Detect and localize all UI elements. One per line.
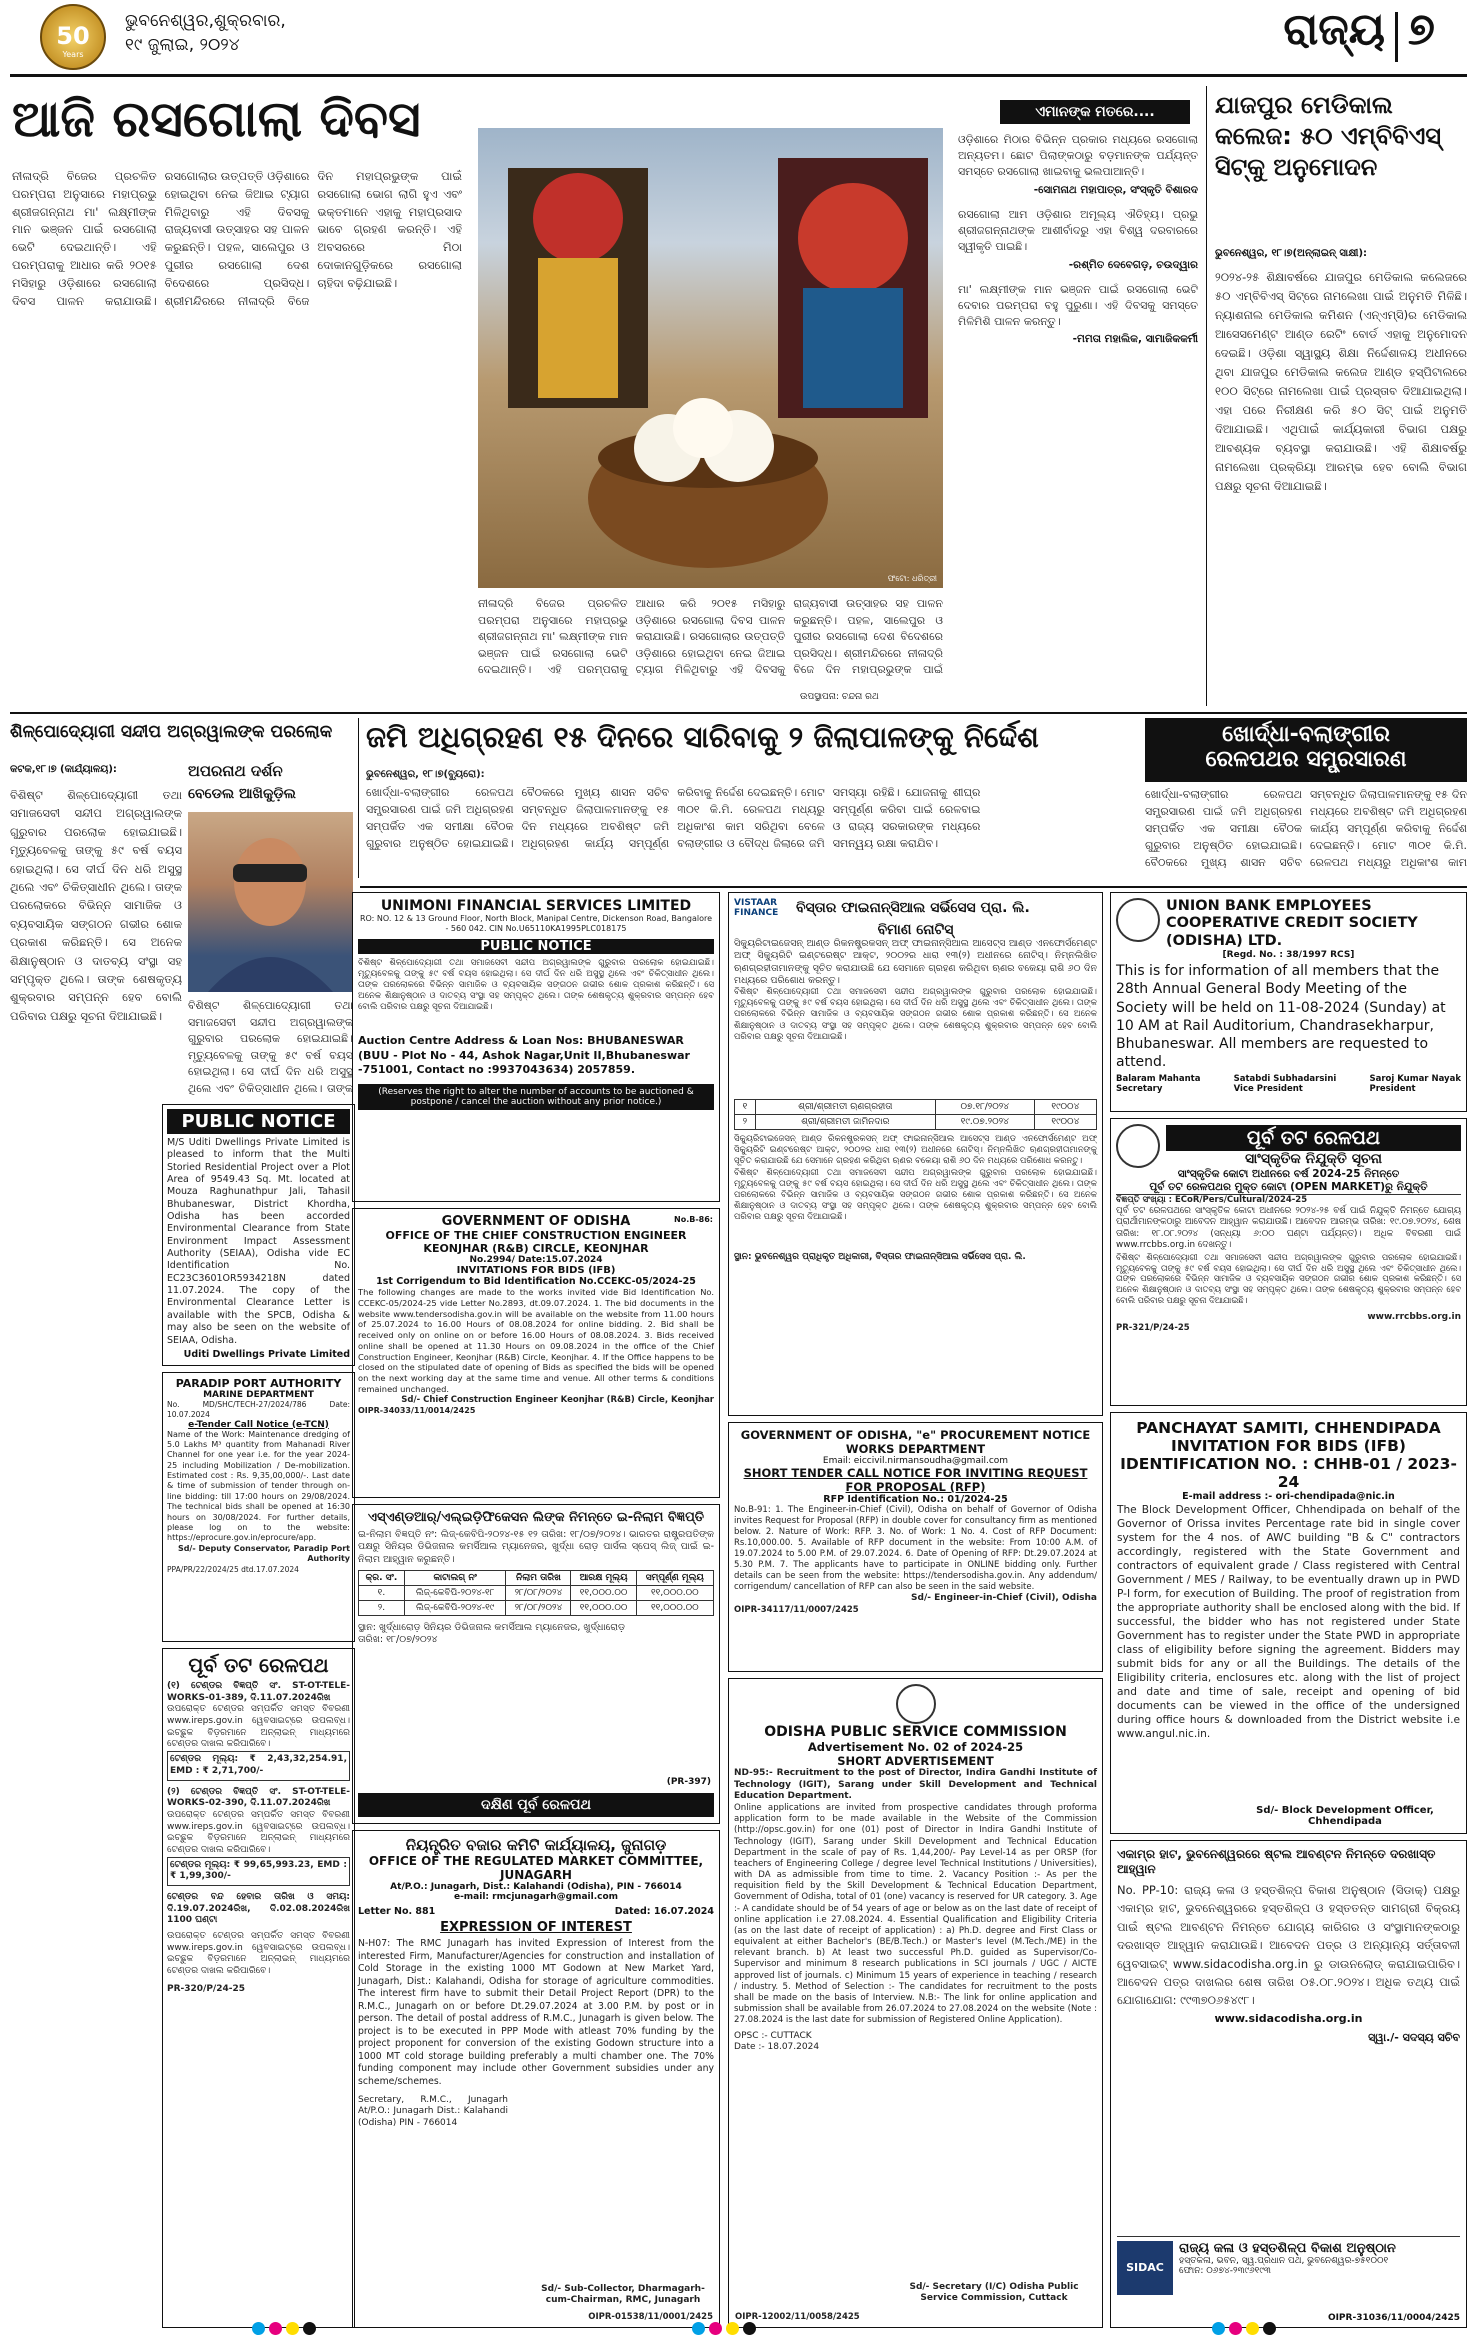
ecor-tender-body: ଉପରୋକ୍ତ ଟେଣ୍ଡର ସମ୍ପର୍କିତ ସମସ୍ତ ବିବରଣୀ www.ireps.gov.in ୱେବସାଇଟ୍‌ରେ ଉପଲବ୍ଧ। ଇଚ୍ଛୁକ ବିଡ଼ରମାନେ ଅନ୍‌ଲାଇନ୍ ମାଧ୍ୟମରେ ଟେଣ୍ଡର ଦାଖଲ କରିପାରିବେ। <box>167 1931 350 1977</box>
railway-eauction-ad <box>352 1504 720 1824</box>
panchayat-title2: INVITATION FOR BIDS (IFB) <box>1171 1437 1406 1455</box>
sidac-ad <box>1110 1840 1467 2328</box>
ecor-recruit-title: ପୂର୍ବ ତଟ ରେଳପଥ <box>1166 1125 1461 1151</box>
vistaar-body-4: ବିଶିଷ୍ଟ ଶିଳ୍ପୋଦ୍ୟୋଗୀ ତଥା ସମାଜସେବୀ ସନ୍ଦୀପ ଅଗ୍ରୱାଲଙ୍କ ଗୁରୁବାର ପରଲୋକ ହୋଇଯାଇଛି। ମୃତ୍ୟୁବେଳକୁ ତାଙ୍କୁ ୫୯ ବର୍ଷ ବୟସ ହୋଇଥିଲା। ସେ ଦୀର୍ଘ ଦିନ ଧରି ଅସୁସ୍ଥ ଥିଲେ ଏବଂ ଚିକିତ୍ସାଧୀନ ଥିଲେ। ତାଙ୍କ ପରଲୋକରେ ବିଭିନ୍ନ ସାମାଜିକ ଓ ବ୍ୟବସାୟିକ ସଙ୍ଗଠନ ଗଭୀର ଶୋକ ପ୍ରକାଶ କରିଛନ୍ତି। ସେ ଅନେକ ଶିକ୍ଷାନୁଷ୍ଠାନ ଓ ଦାତବ୍ୟ ସଂସ୍ଥା ସହ ସମ୍ପୃକ୍ତ ଥିଲେ। ତାଙ୍କ ଶେଷକୃତ୍ୟ ଶୁକ୍ରବାର ସମ୍ପନ୍ନ ହେବ ବୋଲି ପରିବାର ପକ୍ଷରୁ ସୂଚନା ଦିଆଯାଇଛି। <box>734 1167 1097 1222</box>
opinion-quote-2: ରସଗୋଲା ଆମ ଓଡ଼ିଶାର ଅମୂଲ୍ୟ ଐତିହ୍ୟ। ପ୍ରଭୁ ଶ୍ରୀଜଗନ୍ନାଥଙ୍କ ଆଶୀର୍ବାଦରୁ ଏହା ବିଶ୍ୱ ଦରବାରରେ ସ୍ୱୀକୃତି ପାଇଛି। <box>958 207 1198 253</box>
sidac-title: ଏକାମ୍ର ହାଟ, ଭୁବନେଶ୍ୱରରେ ଷ୍ଟଲ ଆବଣ୍ଟନ ନିମନ୍ତେ ଦରଖାସ୍ତ ଆହ୍ୱାନ <box>1117 1847 1436 1876</box>
unimoni-notice-title: PUBLIC NOTICE <box>358 939 714 954</box>
ads-rule <box>360 886 1467 888</box>
side-story-body: ୨୦୨୪-୨୫ ଶିକ୍ଷାବର୍ଷରେ ଯାଜପୁର ମେଡିକାଲ କଲେଜରେ ୫୦ ଏମ୍‌ବିବିଏସ୍ ସିଟ୍‌ରେ ନାମଲେଖା ପାଇଁ ଅନୁମତି ମିଳିଛି। ନ୍ୟାଶନାଲ ମେଡିକାଲ କମିଶନ (ଏନ୍‌ଏମ୍‌ସି)ର ମେଡିକାଲ ଆସେସମେଣ୍ଟ ଆଣ୍ଡ ରେଟିଂ ବୋର୍ଡ ଏହାକୁ ଅନୁମୋଦନ ଦେଇଛି। ଓଡ଼ିଶା ସ୍ୱାସ୍ଥ୍ୟ ଶିକ୍ଷା ନିର୍ଦ୍ଦେଶାଳୟ ଅଧୀନରେ ଥିବା ଯାଜପୁର ମେଡିକାଲ କଲେଜ ଆଣ୍ଡ ହସ୍ପିଟାଲରେ ୧୦୦ ସିଟ୍‌ରେ ନାମଲେଖା ପାଇଁ ପ୍ରସ୍ତାବ ଦିଆଯାଇଥିଲା। ଏହା ପରେ ନିରୀକ୍ଷଣ କରି ୫୦ ସିଟ୍ ପାଇଁ ଅନୁମତି ଦିଆଯାଇଛି। ଏଥିପାଇଁ କାର୍ଯ୍ୟକାରୀ ବିଭାଗ ପକ୍ଷରୁ ଆବଶ୍ୟକ ବ୍ୟବସ୍ଥା କରାଯାଉଛି। ଏହି ଶିକ୍ଷାବର୍ଷରୁ ନାମଲେଖା ପ୍ରକ୍ରିୟା ଆରମ୍ଭ ହେବ ବୋଲି ବିଭାଗ ପକ୍ଷରୁ ସୂଚନା ଦିଆଯାଇଛି। <box>1215 270 1467 493</box>
logo-number: 50 <box>56 22 90 50</box>
yellow-dot <box>726 2322 739 2335</box>
paradip-sign: Sd/- Deputy Conservator, Paradip Port Authority <box>177 1543 350 1564</box>
magenta-dot <box>269 2322 282 2335</box>
keonjhar-ref: OIPR-34033/11/0014/2425 <box>358 1405 476 1415</box>
union-header <box>1116 898 1461 950</box>
rasagola-photo <box>478 128 943 588</box>
railway-brand: ଦକ୍ଷିଣ ପୂର୍ବ ରେଳପଥ <box>358 1793 714 1817</box>
unimoni-ad <box>352 892 720 1202</box>
vistaar-footer: ସ୍ଥାନ: ଭୁବନେଶ୍ୱର ପ୍ରାଧିକୃତ ଅଧିକାରୀ, ବିସ୍ତାର ଫାଇନାନ୍‌ସିଆଲ ସର୍ଭିସେସ ପ୍ରା. ଲି. <box>734 1251 1026 1262</box>
opinion-author-2: -ରଶ୍ମିତ ଦେବେଗଡ଼, ଚଉଦ୍ୱାର <box>1068 258 1198 271</box>
top-section-rule <box>10 712 1467 714</box>
registration-marks-center <box>690 2320 810 2336</box>
vistaar-ad <box>728 892 1103 1416</box>
yellow-dot <box>286 2322 299 2335</box>
opsc-head: ND-95:- Recruitment to the post of Director, Indira Gandhi Institute of Technology (IGIT), Sarang under Skill Development and Technical Education Department. <box>734 1768 1097 1802</box>
ecor-tender-closing: ଟେଣ୍ଡର ବନ୍ଦ ହେବାର ତାରିଖ ଓ ସମୟ: ଦି.19.07.2024ରିଖ, ଦି.02.08.2024ରିଖ 1100 ଘଣ୍ଟା <box>167 1892 350 1926</box>
darshan-label: ଅପରନାଥ ଦର୍ଶନ <box>188 762 283 780</box>
obituary-headline: ଶିଳ୍ପୋଦ୍ୟୋଗୀ ସନ୍ଦୀପ ଅଗ୍ରୱାଲଙ୍କ ପରଲୋକ <box>10 722 333 742</box>
photo-side-text: ନୀଳାଦ୍ରି ବିଜେର ପ୍ରଚଳିତ ପରମ୍ପରା ଅନୁସାରେ ମହାପ୍ରଭୁ ଶ୍ରୀଜଗନ୍ନାଥ ମା' ଲକ୍ଷ୍ମୀଙ୍କ ମାନ ଭଞ୍ଜନ ପାଇଁ ରସଗୋଲା ଭେଟି ଦେଇଥାନ୍ତି। ଏହି ପରମ୍ପରାକୁ ଆଧାର କରି ୨୦୧୫ ମସିହାରୁ ଓଡ଼ିଶାରେ ରସଗୋଲା ଦିବସ ପାଳନ କରାଯାଉଛି। ରସଗୋଲାର ଉତ୍ପତ୍ତି ଓଡ଼ିଶାରେ ହୋଇଥିବା ନେଇ ଜିଆଇ ଟ୍ୟାଗ ମିଳିଥିବାରୁ ଏହି ଦିବସକୁ ରାଜ୍ୟବାସୀ ଉତ୍ସାହର ସହ ପାଳନ କରୁଛନ୍ତି। ପହଳ, ସାଲେପୁର ଓ ପୁରୀର ରସଗୋଲା ଦେଶ ବିଦେଶରେ ପ୍ରସିଦ୍ଧ। ଶ୍ରୀମନ୍ଦିରରେ ନୀଳାଦ୍ରି ବିଜେ ଦିନ ମହାପ୍ରଭୁଙ୍କ ପାଇଁ <box>478 597 943 676</box>
ecor-recruit-ad <box>1110 1118 1467 1406</box>
public-notice-sign: Uditi Dwellings Private Limited <box>183 1348 350 1360</box>
table-row: ୧. ଲିଜ୍-କେବିପି-୨୦୨୪-୧୮ ୨୮/୦୮/୨୦୨୪ ୧୧,୦୦୦.୦୦ ୧୧,୦୦୦.୦୦ <box>359 1586 714 1601</box>
vistaar-table <box>734 1099 1097 1130</box>
vistaar-header <box>734 898 1097 918</box>
main-headline: ଆଜି ରସଗୋଲା ଦିବସ <box>12 90 421 148</box>
cyan-dot <box>692 2322 705 2335</box>
ecor-tender-2-text: ଉପରୋକ୍ତ ଟେଣ୍ଡର ସମ୍ପର୍କିତ ସମସ୍ତ ବିବରଣୀ www.ireps.gov.in ୱେବସାଇଟ୍‌ରେ ଉପଲବ୍ଧ। ଇଚ୍ଛୁକ ବିଡ଼ରମାନେ ଅନ୍‌ଲାଇନ୍ ମାଧ୍ୟମରେ ଟେଣ୍ଡର ଦାଖଲ କରିପାରିବେ। <box>167 1809 350 1855</box>
rmc-ad <box>352 1830 720 2328</box>
ecor-tender-1-cost: ଟେଣ୍ଡର ମୂଲ୍ୟ: ₹ 2,43,32,254.91, EMD : ₹ 2,71,700/- <box>167 1751 350 1780</box>
ecor-tender-2: (୨) ଟେଣ୍ଡର ବିଜ୍ଞପ୍ତି ସଂ. ST-OT-TELE-WORKS-02-390, ଦି.11.07.2024ରିଖ <box>167 1786 350 1809</box>
opsc-adv: Advertisement No. 02 of 2024-25 <box>807 1740 1024 1754</box>
ecor-recruit-line2: ପୂର୍ବ ତଟ ରେଳପଥର ମୁକ୍ତ କୋଟା (OPEN MARKET)ରୁ ନିଯୁକ୍ତି <box>1116 1181 1461 1195</box>
page-number: ୭ <box>1408 4 1435 55</box>
registration-marks-left <box>250 2320 370 2336</box>
rmc-letter-row <box>358 1906 714 1917</box>
union-sig-3: Saroj Kumar Nayak President <box>1369 1074 1461 1095</box>
eproc-gov: GOVERNMENT OF ODISHA, "e" PROCUREMENT NOTICE <box>740 1428 1091 1442</box>
union-sig-2: Satabdi Subhadarsini Vice President <box>1233 1074 1337 1095</box>
rmc-email: e-mail: rmcjunagarh@gmail.com <box>453 1892 619 1902</box>
cyan-dot <box>252 2322 265 2335</box>
union-title: UNION BANK EMPLOYEES COOPERATIVE CREDIT SOCIETY (ODISHA) LTD. <box>1166 898 1418 949</box>
unimoni-address: RO: NO. 12 & 13 Ground Floor, North Block, Manipal Centre, Dickenson Road, Bangalore - 560 042. CIN No.U65110KA1995PLC018175 <box>359 914 713 934</box>
section-title: ରାଜ୍ୟ <box>1283 4 1385 55</box>
side-dateline: ଭୁବନେଶ୍ୱର, ୧୮।୭(ଅନ୍‌ଲାଇନ୍ ସାକ୍ଷୀ): <box>1215 248 1368 259</box>
railway-eauction-footer: ସ୍ଥାନ: ଖୁର୍ଦ୍ଧାରୋଡ଼ ସିନିୟର ଡିଭିଜନାଲ କମର୍ସିଆଲ ମ୍ୟାନେଜର, ଖୁର୍ଦ୍ଧାରୋଡ଼ <box>358 1622 626 1634</box>
opsc-ad <box>728 1678 1103 2328</box>
eproc-body: No.B-91: 1. The Engineer-in-Chief (Civil), Odisha on behalf of Governor of Odisha invites Request for Proposal (RFP) in double cover for consultancy firm as mentioned below. 2. Nature of Work: RFP. 3. No. of Work: 1 No. 4. Cost of RFP Document: Rs.10,000.00. 5. Available of RFP document in the website: From 10:00 A.M. of 19.07.2024 to 5.00 P.M. of 29.07.2024. 6. Date of Opening of RFP: Dt.29.07.2024 at 5.30 P.M. 7. The applicants have to participate in ONLINE bidding only. Further details can be seen from the website: https://tendersodisha.gov.in. Any addendum/ corrigendum/ cancellation of RFP can also be seen in the said website. <box>734 1505 1097 1593</box>
opinion-column <box>958 132 1198 692</box>
yellow-dot <box>1246 2322 1259 2335</box>
unimoni-title: UNIMONI FINANCIAL SERVICES LIMITED <box>380 898 692 914</box>
sidac-logo: SIDAC <box>1117 2241 1173 2295</box>
paradip-title: PARADIP PORT AUTHORITY <box>175 1377 342 1390</box>
anniversary-logo <box>40 4 106 70</box>
obituary-body: ବିଶିଷ୍ଟ ଶିଳ୍ପୋଦ୍ୟୋଗୀ ତଥା ସମାଜସେବୀ ସନ୍ଦୀପ ଅଗ୍ରୱାଲଙ୍କ ଗୁରୁବାର ପରଲୋକ ହୋଇଯାଇଛି। ମୃତ୍ୟୁବେଳକୁ ତାଙ୍କୁ ୫୯ ବର୍ଷ ବୟସ ହୋଇଥିଲା। ସେ ଦୀର୍ଘ ଦିନ ଧରି ଅସୁସ୍ଥ ଥିଲେ ଏବଂ ଚିକିତ୍ସାଧୀନ ଥିଲେ। ତାଙ୍କ ପରଲୋକରେ ବିଭିନ୍ନ ସାମାଜିକ ଓ ବ୍ୟବସାୟିକ ସଙ୍ଗଠନ ଗଭୀର ଶୋକ ପ୍ରକାଶ କରିଛନ୍ତି। ସେ ଅନେକ ଶିକ୍ଷାନୁଷ୍ଠାନ ଓ ଦାତବ୍ୟ ସଂସ୍ଥା ସହ ସମ୍ପୃକ୍ତ ଥିଲେ। ତାଙ୍କ ଶେଷକୃତ୍ୟ ଶୁକ୍ରବାର ସମ୍ପନ୍ନ ହେବ ବୋଲି ପରିବାର ପକ୍ଷରୁ ସୂଚନା ଦିଆଯାଇଛି। <box>10 788 182 1023</box>
panchayat-title: PANCHAYAT SAMITI, CHHENDIPADA <box>1136 1419 1441 1437</box>
ecor-tender-2-cost: ଟେଣ୍ଡର ମୂଲ୍ୟ: ₹ 99,65,993.23, EMD : ₹ 1,99,300/- <box>167 1857 350 1886</box>
rmc-body: N-H07: The RMC Junagarh has invited Expression of Interest from the interested Firm, Manufacturer/Agencies for construction and installation of Cold Storage in the existing 1000 MT Godown at New Market Yard, Junagarh, Dist.: Kalahandi, Odisha for storage of agriculture commodities. The interest firm have to submit their Detail Project Report (DPR) to the R.M.C., Junagarh on or before Dt.29.07.2024 at 3.00 P.M. by post or in person. The detail of postal address of R.M.C., Junagarh is given below. The project is to be executed in PPP Mode with atleast 70% funding by the project proponent for conversion of the existing Godown structure into a 1000 MT cold storage building preferably a multi chamber one. The 70% funding component may include other Government subsidies under any scheme/schemes. <box>358 1938 714 2088</box>
public-notice-body: M/S Uditi Dwellings Private Limited is pleased to inform that the Multi Storied Residential Project over a Plot Area of 9549.43 Sq. Mt. located at Mouza Raghunathpur Jali, Tahasil Bhubaneswar, District Khordha, Odisha has been accorded Environmental Clearance from State Environment Impact Assessment Authority (SEIAA), Odisha vide EC Identification No. EC23C3601OR5934218N dated 11.07.2024. The copy of the Environmental Clearance Letter is available with the SPCB, Odisha & may also be seen on the website of SEIAA, Odisha. <box>167 1137 350 1346</box>
railway-eauction-date: ତାରିଖ: ୧୮/୦୭/୨୦୨୪ <box>358 1634 438 1646</box>
darshan-photo <box>188 812 353 992</box>
rmc-letter: Letter No. 881 <box>358 1906 436 1917</box>
union-logo-icon <box>1116 898 1160 942</box>
masthead-divider <box>1395 12 1398 62</box>
sidac-sign: ସ୍ୱା./- ସଦସ୍ୟ ସଚିବ <box>1368 2030 1460 2044</box>
ecor-recruit-ref: PR-321/P/24-25 <box>1116 1323 1190 1334</box>
masthead <box>0 0 1477 72</box>
side-divider <box>1206 86 1207 706</box>
opsc-emblem <box>896 1684 936 1724</box>
unimoni-notice-text: ବିଶିଷ୍ଟ ଶିଳ୍ପୋଦ୍ୟୋଗୀ ତଥା ସମାଜସେବୀ ସନ୍ଦୀପ ଅଗ୍ରୱାଲଙ୍କ ଗୁରୁବାର ପରଲୋକ ହୋଇଯାଇଛି। ମୃତ୍ୟୁବେଳକୁ ତାଙ୍କୁ ୫୯ ବର୍ଷ ବୟସ ହୋଇଥିଲା। ସେ ଦୀର୍ଘ ଦିନ ଧରି ଅସୁସ୍ଥ ଥିଲେ ଏବଂ ଚିକିତ୍ସାଧୀନ ଥିଲେ। ତାଙ୍କ ପରଲୋକରେ ବିଭିନ୍ନ ସାମାଜିକ ଓ ବ୍ୟବସାୟିକ ସଙ୍ଗଠନ ଗଭୀର ଶୋକ ପ୍ରକାଶ କରିଛନ୍ତି। ସେ ଅନେକ ଶିକ୍ଷାନୁଷ୍ଠାନ ଓ ଦାତବ୍ୟ ସଂସ୍ଥା ସହ ସମ୍ପୃକ୍ତ ଥିଲେ। ତାଙ୍କ ଶେଷକୃତ୍ୟ ଶୁକ୍ରବାର ସମ୍ପନ୍ନ ହେବ ବୋଲି ପରିବାର ପକ୍ଷରୁ ସୂଚନା ଦିଆଯାଇଛି। <box>358 957 714 1012</box>
ecor-tender-ref: PR-320/P/24-25 <box>167 1983 246 1994</box>
rmc-address: At/P.O.: Junagarh, Dist.: Kalahandi (Odisha), PIN - 766014 <box>390 1882 682 1892</box>
vistaar-body-3: ସିକ୍ୟୁରିଟାଇଜେସନ୍ ଆଣ୍ଡ ରିକନଷ୍ଟ୍ରକସନ୍ ଅଫ୍ ଫାଇନାନ୍‌ସିଆଲ ଆସେଟ୍‌ସ ଆଣ୍ଡ ଏନଫୋର୍ସମେଣ୍ଟ ଅଫ୍ ସିକ୍ୟୁରିଟି ଇଣ୍ଟରେଷ୍ଟ ଆକ୍ଟ, ୨୦୦୨ର ଧାରା ୧୩(୨) ଅଧୀନରେ ନୋଟିସ୍। ନିମ୍ନଲିଖିତ ଋଣଗ୍ରହୀତାମାନଙ୍କୁ ସୂଚିତ କରାଯାଉଛି ଯେ ସେମାନେ ଗ୍ରହଣ କରିଥିବା ଋଣର ବକେୟା ରାଶି ୬୦ ଦିନ ମଧ୍ୟରେ ପରିଶୋଧ କରନ୍ତୁ। <box>734 1134 1097 1167</box>
opinion-author-3: -ମମତା ମହାଲିକ, ସାମାଜିକକର୍ମୀ <box>1072 333 1198 346</box>
ecor-recruit-body: ପୂର୍ବ ତଟ ରେଳପଥରେ ସାଂସ୍କୃତିକ କୋଟା ଅଧୀନରେ ୨୦୨୪-୨୫ ବର୍ଷ ପାଇଁ ନିଯୁକ୍ତି ନିମନ୍ତେ ଯୋଗ୍ୟ ପ୍ରାର୍ଥୀମାନଙ୍କଠାରୁ ଆବେଦନ ଆହ୍ୱାନ କରାଯାଉଛି। ଆବେଦନ ଆରମ୍ଭ ତାରିଖ: ୧୯.୦୭.୨୦୨୪, ଶେଷ ତାରିଖ: ୧୮.୦୮.୨୦୨୪ (ସନ୍ଧ୍ୟା ୬:୦୦ ଘଣ୍ଟା ପର୍ଯ୍ୟନ୍ତ)। ଅଧିକ ବିବରଣୀ ପାଇଁ www.rrcbbs.org.in ଦେଖନ୍ତୁ। <box>1116 1206 1461 1251</box>
public-notice-title: PUBLIC NOTICE <box>167 1109 350 1134</box>
masthead-rule <box>10 74 1467 77</box>
sidac-org: ରାଜ୍ୟ କଳା ଓ ହସ୍ତଶିଳ୍ପ ବିକାଶ ଅନୁଷ୍ଠାନ <box>1179 2241 1396 2256</box>
eproc-ref: OIPR-34117/11/0007/2425 <box>734 1605 859 1616</box>
paradip-ad <box>162 1372 355 1642</box>
ecor-recruit-no: ବିଜ୍ଞପ୍ତି ସଂଖ୍ୟା : ECoR/Pers/Cultural/2024-25 <box>1116 1195 1308 1205</box>
black-dot <box>1263 2322 1276 2335</box>
opsc-title: ODISHA PUBLIC SERVICE COMMISSION <box>764 1724 1067 1740</box>
opsc-ref: OIPR-12002/11/0058/2425 <box>735 2311 860 2322</box>
logo-sub: Years <box>62 50 84 59</box>
rail-box-line2: ରେଳପଥର ସମ୍ପ୍ରସାରଣ <box>1205 747 1407 772</box>
railway-ref: (PR-397) <box>666 1777 711 1787</box>
unimoni-footer: (Reserves the right to alter the number of accounts to be auctioned & postpone / cancel the auction without any prior notice.) <box>358 1084 714 1110</box>
table-header-row: କ୍ର. ସଂ. କାଟାଲଗ୍ ନଂ ନିଲାମ ତାରିଖ ଆରକ୍ଷ ମୂଲ୍ୟ ସମ୍ପୂର୍ଣ୍ଣ ମୂଲ୍ୟ <box>359 1571 714 1586</box>
union-bank-ad <box>1110 892 1467 1112</box>
paradip-etender: e-Tender Call Notice (e-TCN) <box>188 1419 329 1430</box>
eproc-title: SHORT TENDER CALL NOTICE FOR INVITING REQUEST FOR PROPOSAL (RFP) <box>743 1466 1088 1494</box>
black-dot <box>743 2322 756 2335</box>
rail-body: ଖୋର୍ଦ୍ଧା-ବଲାଙ୍ଗୀର ରେଳପଥ ସମ୍ପ୍ରସାରଣ ପାଇଁ ଜମି ଅଧିଗ୍ରହଣ ସମ୍ପର୍କିତ ଏକ ସମୀକ୍ଷା ବୈଠକ ଗୁରୁବାର ଅନୁଷ୍ଠିତ ହୋଇଯାଇଛି। ବୈଠକରେ ମୁଖ୍ୟ ଶାସନ ସଚିବ ସମ୍ବନ୍ଧିତ ଜିଲାପାଳମାନଙ୍କୁ ୧୫ ଦିନ ମଧ୍ୟରେ ଅବଶିଷ୍ଟ ଜମି ଅଧିଗ୍ରହଣ କାର୍ଯ୍ୟ ସମ୍ପୂର୍ଣ୍ଣ କରିବାକୁ ନିର୍ଦ୍ଦେଶ ଦେଇଛନ୍ତି। ମୋଟ ୩୦୧ କି.ମି. ରେଳପଥ ମଧ୍ୟରୁ ଅଧିକାଂଶ କାମ <box>1145 788 1467 870</box>
ecor-tender-title: ପୂର୍ବ ତଟ ରେଳପଥ <box>188 1653 329 1677</box>
eproc-sign: Sd/- Engineer-in-Chief (Civil), Odisha <box>911 1593 1097 1604</box>
person-illustration <box>188 812 353 992</box>
sidac-org-addr: ହସ୍ତକଳା, ଭବନ, ସ୍ୱ.ପ୍ରଧାନ ପଥ, ଭୁବନେଶ୍ୱର-୭୫୧୦୦୧ <box>1179 2256 1389 2266</box>
panchayat-ident: IDENTIFICATION NO. : CHHB-01 / 2023-24 <box>1120 1455 1457 1491</box>
railway-eauction-body: ଇ-ନିଲାମ ବିଜ୍ଞପ୍ତି ନଂ: ଲିଜ୍-କେବିପି-୨୦୨୪-୧୫ ୧୨ ତାରିଖ: ୧୮/୦୭/୨୦୨୪। ଭାରତର ରାଷ୍ଟ୍ରପତିଙ୍କ ପକ୍ଷରୁ ସିନିୟର ଡିଭିଜନାଲ କମର୍ସିଆଲ ମ୍ୟାନେଜର, ଖୁର୍ଦ୍ଧା ରୋଡ଼ ପାର୍ସଲ ସ୍ପେସ୍ ଲିଜ୍ ପାଇଁ ଇ-ନିଲାମ ଆହ୍ୱାନ କରୁଛନ୍ତି। <box>358 1529 714 1565</box>
photo-illustration <box>478 128 943 588</box>
ecor-tender-1: (୧) ଟେଣ୍ଡର ବିଜ୍ଞପ୍ତି ସଂ. ST-OT-TELE-WORKS-01-389, ଦି.11.07.2024ରିଖ <box>167 1681 350 1703</box>
table-row: ୨. ଲିଜ୍-କେବିପି-୨୦୨୪-୧୯ ୨୮/୦୮/୨୦୨୪ ୧୧,୦୦୦.୦୦ ୧୧,୦୦୦.୦୦ <box>359 1601 714 1616</box>
sidac-phone: ଫୋନ: ୦୬୭୪-୨୩୯୬୧୯୩ <box>1179 2266 1271 2276</box>
obituary-dateline: କଟକ,୧୮।୭ (କାର୍ଯ୍ୟାଳୟ): <box>10 764 117 775</box>
dateline: ଭୁବନେଶ୍ୱର,ଶୁକ୍ରବାର, ୧୯ ଜୁଲାଇ, ୨୦୨୪ <box>125 11 286 55</box>
obit-divider <box>358 718 359 878</box>
keonjhar-ad <box>352 1208 720 1498</box>
photo-caption: ଫଟୋ: ଧରିତ୍ରୀ <box>887 574 937 583</box>
rmc-sign: Sd/- Sub-Collector, Dharmagarh-cum-Chairman, RMC, Junagarh <box>541 2283 705 2306</box>
panchayat-sign: Sd/- Block Development Officer, Chhendipada <box>1256 1805 1434 1827</box>
union-sig-1: Balaram Mahanta Secretary <box>1116 1074 1201 1095</box>
keonjhar-office: OFFICE OF THE CHIEF CONSTRUCTION ENGINEER KEONJHAR (R&B) CIRCLE, KEONJHAR <box>385 1229 687 1255</box>
opinion-label: ଏମାନଙ୍କ ମତରେ.... <box>1000 100 1190 124</box>
opinion-quote-3: ମା' ଲକ୍ଷ୍ମୀଙ୍କ ମାନ ଭଞ୍ଜନ ପାଇଁ ରସଗୋଲା ଭେଟି ଦେବାର ପରମ୍ପରା ବହୁ ପୁରୁଣା। ଏହି ଦିବସକୁ ସମସ୍ତେ ମିଳିମିଶି ପାଳନ କରନ୍ତୁ। <box>958 282 1198 328</box>
ecor-tender-1-text: ଉପରୋକ୍ତ ଟେଣ୍ଡର ସମ୍ପର୍କିତ ସମସ୍ତ ବିବରଣୀ www.ireps.gov.in ୱେବସାଇଟ୍‌ରେ ଉପଲବ୍ଧ। ଇଚ୍ଛୁକ ବିଡ଼ରମାନେ ଅନ୍‌ଲାଇନ୍ ମାଧ୍ୟମରେ ଟେଣ୍ଡର ଦାଖଲ କରିପାରିବେ। <box>167 1704 350 1750</box>
magenta-dot <box>1229 2322 1242 2335</box>
collector-headline: ଜମି ଅଧିଗ୍ରହଣ ୧୫ ଦିନରେ ସାରିବାକୁ ୨ ଜିଲାପାଳଙ୍କୁ ନିର୍ଦ୍ଦେଶ <box>366 720 1039 754</box>
side-headline: ଯାଜପୁର ମେଡିକାଲ କଲେଜ: ୫୦ ଏମ୍‌ବିବିଏସ୍ ସିଟ୍‌କୁ ଅନୁମୋଦନ <box>1215 91 1441 182</box>
eproc-email: Email: eiccivil.nirmansoudha@gmail.com <box>822 1456 1009 1466</box>
opinion-quote-1: ଓଡ଼ିଶାରେ ମିଠାର ବିଭିନ୍ନ ପ୍ରକାର ମଧ୍ୟରେ ରସଗୋଲା ଅନ୍ୟତମ। ଛୋଟ ପିଲାଙ୍କଠାରୁ ବଡ଼ମାନଙ୍କ ପର୍ଯ୍ୟନ୍ତ ସମସ୍ତେ ରସଗୋଲା ଖାଇବାକୁ ଭଲପାଆନ୍ତି। <box>958 133 1198 178</box>
vistaar-body: ସିକ୍ୟୁରିଟାଇଜେସନ୍ ଆଣ୍ଡ ରିକନଷ୍ଟ୍ରକସନ୍ ଅଫ୍ ଫାଇନାନ୍‌ସିଆଲ ଆସେଟ୍‌ସ ଆଣ୍ଡ ଏନଫୋର୍ସମେଣ୍ଟ ଅଫ୍ ସିକ୍ୟୁରିଟି ଇଣ୍ଟରେଷ୍ଟ ଆକ୍ଟ, ୨୦୦୨ର ଧାରା ୧୩(୨) ଅଧୀନରେ ନୋଟିସ୍। ନିମ୍ନଲିଖିତ ଋଣଗ୍ରହୀତାମାନଙ୍କୁ ସୂଚିତ କରାଯାଉଛି ଯେ ସେମାନେ ଗ୍ରହଣ କରିଥିବା ଋଣର ବକେୟା ରାଶି ୬୦ ଦିନ ମଧ୍ୟରେ ପରିଶୋଧ କରନ୍ତୁ। <box>734 938 1097 987</box>
vistaar-notice-title: ବିମାଣ ନୋଟିସ୍ <box>877 922 954 938</box>
union-reg: [Regd. No. : 38/1997 RCS] <box>1222 950 1355 961</box>
paradip-ref: PPA/PR/22/2024/25 dtd.17.07.2024 <box>167 1564 299 1574</box>
ecor-recruit-website: www.rrcbbs.org.in <box>1367 1311 1461 1322</box>
table-row: ୨ ଶ୍ରୀ/ଶ୍ରୀମତୀ ଜାମିନଦାର ୧୯.୦୭.୨୦୨୪ ୧୯୦୦୪ <box>735 1115 1097 1130</box>
keonjhar-title: INVITATIONS FOR BIDS (IFB) <box>456 1265 616 1276</box>
panchayat-email: E-mail address :- ori-chendipada@nic.in <box>1182 1491 1395 1502</box>
vistaar-logo: VISTAAR FINANCE <box>734 898 779 918</box>
keonjhar-body: The following changes are made to the works invited vide Bid Identification No. CCEKC-05/2024-25 vide Letter No.2893, dt.09.07.2024. 1. The bid documents in the website www.tendersodisha.gov.in will be available on the website from 11.00 hours of 25.07.2024 to 16.00 Hours of 08.08.2024 for online bidding. 2. Bid shall be received only on online on or before 16.00 Hours of 08.08.2024. 3. Bids received online shall be opened at 11.30 Hours on 09.08.2024 in the office of the Chief Construction Engineer, Keonjhar (R&B) Circle, Keonjhar. 4. If the Office happens to be closed on the stipulated date of opening of Bids as specified the bids will be opened on the next working day at the same time and venue. All other terms & conditions remained unchanged. <box>358 1287 714 1395</box>
paradip-no: No. MD/SHC/TECH-27/2024/786 Date: 10.07.2024 <box>167 1400 350 1419</box>
opsc-date: Date :- 18.07.2024 <box>734 2042 820 2053</box>
darshan-sub: ବେଡେଲ ଆଖିକୁଡ଼ିଲ <box>188 786 296 802</box>
registration-marks-right <box>1210 2320 1330 2336</box>
keonjhar-nob: No.B-86: <box>674 1215 713 1224</box>
railway-eauction-title: ଏସ୍‌ଏଣ୍ଡଆର୍/ଏଲ୍‌ଇଡ଼ିଫିକେସନ ଲିଙ୍କ ନିମନ୍ତେ ଇ-ନିଲାମ ବିଜ୍ଞପ୍ତି <box>367 1510 705 1525</box>
rmc-title-odia: ନିୟନ୍ତ୍ରିତ ବଜାର କମିଟି କାର୍ଯ୍ୟାଳୟ, ଜୁନାଗଡ଼ <box>405 1836 667 1854</box>
obituary-body-2: ବିଶିଷ୍ଟ ଶିଳ୍ପୋଦ୍ୟୋଗୀ ତଥା ସମାଜସେବୀ ସନ୍ଦୀପ ଅଗ୍ରୱାଲଙ୍କ ଗୁରୁବାର ପରଲୋକ ହୋଇଯାଇଛି। ମୃତ୍ୟୁବେଳକୁ ତାଙ୍କୁ ୫୯ ବର୍ଷ ବୟସ ହୋଇଥିଲା। ସେ ଦୀର୍ଘ ଦିନ ଧରି ଅସୁସ୍ଥ ଥିଲେ ଏବଂ ଚିକିତ୍ସାଧୀନ ଥିଲେ। ତାଙ୍କ <box>188 999 353 1095</box>
rail-box <box>1145 718 1467 782</box>
keonjhar-letter: No.2994/ Date:15.07.2024 <box>469 1255 603 1265</box>
black-dot <box>303 2322 316 2335</box>
vistaar-body-2: ବିଶିଷ୍ଟ ଶିଳ୍ପୋଦ୍ୟୋଗୀ ତଥା ସମାଜସେବୀ ସନ୍ଦୀପ ଅଗ୍ରୱାଲଙ୍କ ଗୁରୁବାର ପରଲୋକ ହୋଇଯାଇଛି। ମୃତ୍ୟୁବେଳକୁ ତାଙ୍କୁ ୫୯ ବର୍ଷ ବୟସ ହୋଇଥିଲା। ସେ ଦୀର୍ଘ ଦିନ ଧରି ଅସୁସ୍ଥ ଥିଲେ ଏବଂ ଚିକିତ୍ସାଧୀନ ଥିଲେ। ତାଙ୍କ ପରଲୋକରେ ବିଭିନ୍ନ ସାମାଜିକ ଓ ବ୍ୟବସାୟିକ ସଙ୍ଗଠନ ଗଭୀର ଶୋକ ପ୍ରକାଶ କରିଛନ୍ତି। ସେ ଅନେକ ଶିକ୍ଷାନୁଷ୍ଠାନ ଓ ଦାତବ୍ୟ ସଂସ୍ଥା ସହ ସମ୍ପୃକ୍ତ ଥିଲେ। ତାଙ୍କ ଶେଷକୃତ୍ୟ ଶୁକ୍ରବାର ସମ୍ପନ୍ନ ହେବ ବୋଲି ପରିବାର ପକ୍ଷରୁ ସୂଚନା ଦିଆଯାଇଛି। <box>734 987 1097 1042</box>
collector-dateline: ଭୁବନେଶ୍ୱର, ୧୮।୭(ବ୍ୟୁରୋ): <box>366 769 485 780</box>
rmc-addr-block: Secretary, R.M.C., Junagarh At/P.O.: Junagarh Dist.: Kalahandi (Odisha) PIN - 766014 <box>358 2094 508 2128</box>
ecor-tender-ad <box>162 1648 355 2328</box>
panchayat-ad <box>1110 1412 1467 1834</box>
keonjhar-sign: Sd/- Chief Construction Engineer Keonjhar (R&B) Circle, Keonjhar <box>401 1394 714 1405</box>
ecor-logo-icon <box>1116 1124 1160 1168</box>
odisha-eproc-ad <box>728 1422 1103 1672</box>
cyan-dot <box>1212 2322 1225 2335</box>
ecor-recruit-header <box>1116 1124 1461 1168</box>
sidac-website: www.sidacodisha.org.in <box>1214 2011 1363 2025</box>
paradip-body: Name of the Work: Maintenance dredging of 5.0 Lakhs M³ quantity from Mahanadi River Channel for one year i.e. for the year 2024-25 including Mobilization / De-mobilization. Estimated cost : Rs. 9,35,00,000/-. Last date & time of submission of tender through on-line bidding: till 17:00 hours on 29/08/2024. The technical bids shall be opened at 16:30 hours on 30/08/2024. For further details, please log on to the website: https://eprocure.gov.in/eprocure/app. <box>167 1429 350 1543</box>
paradip-sub: MARINE DEPARTMENT <box>203 1390 314 1400</box>
unimoni-auction: Auction Centre Address & Loan Nos: BHUBANESWAR (BUU - Plot No - 44, Ashok Nagar,Unit II,Bhubaneswar -751001, Contact no :9937043634) 2057859. <box>358 1033 690 1077</box>
table-row: ୧ ଶ୍ରୀ/ଶ୍ରୀମତୀ ଋଣଗ୍ରହୀତା ୦୭.୧୮/୨୦୨୪ ୧୯୦୦୪ <box>735 1100 1097 1115</box>
public-notice-uditi <box>162 1104 355 1366</box>
ecor-recruit-sub: ସାଂସ୍କୃତିକ ନିଯୁକ୍ତି ସୂଚନା <box>1244 1151 1383 1167</box>
opinion-author-1: -ସୋମନାଥ ମହାପାତ୍ର, ସଂସ୍କୃତି ବିଶାରଦ <box>1033 183 1198 196</box>
story-credit: ଉପସ୍ଥାପନା: ଚନ୍ଦନା ରଥ <box>800 692 879 702</box>
opsc-short: SHORT ADVERTISEMENT <box>837 1754 994 1768</box>
ecor-recruit-body-2: ବିଶିଷ୍ଟ ଶିଳ୍ପୋଦ୍ୟୋଗୀ ତଥା ସମାଜସେବୀ ସନ୍ଦୀପ ଅଗ୍ରୱାଲଙ୍କ ଗୁରୁବାର ପରଲୋକ ହୋଇଯାଇଛି। ମୃତ୍ୟୁବେଳକୁ ତାଙ୍କୁ ୫୯ ବର୍ଷ ବୟସ ହୋଇଥିଲା। ସେ ଦୀର୍ଘ ଦିନ ଧରି ଅସୁସ୍ଥ ଥିଲେ ଏବଂ ଚିକିତ୍ସାଧୀନ ଥିଲେ। ତାଙ୍କ ପରଲୋକରେ ବିଭିନ୍ନ ସାମାଜିକ ଓ ବ୍ୟବସାୟିକ ସଙ୍ଗଠନ ଗଭୀର ଶୋକ ପ୍ରକାଶ କରିଛନ୍ତି। ସେ ଅନେକ ଶିକ୍ଷାନୁଷ୍ଠାନ ଓ ଦାତବ୍ୟ ସଂସ୍ଥା ସହ ସମ୍ପୃକ୍ତ ଥିଲେ। ତାଙ୍କ ଶେଷକୃତ୍ୟ ଶୁକ୍ରବାର ସମ୍ପନ୍ନ ହେବ ବୋଲି ପରିବାର ପକ୍ଷରୁ ସୂଚନା ଦିଆଯାଇଛି। <box>1116 1251 1461 1305</box>
opsc-body: Online applications are invited from prospective candidates through proforma application form to be made available in the Website of the Commission (http://opsc.gov.in) for one (01) post of Director in Indira Gandhi Institute of Technology (IGIT), Sarang under Skill Development and Technical Education Department in the scale of pay of Rs. 1,44,200/- Pay Level-14 as per ORSP (for teachers of Engineering College / degree level Technical Institutions / Universities), with DA as admissible from time to time. 2. Vacancy Position :- As per the requisition field by the Skill Development & Technical Education Department, Government of Odisha, total of 01 (one) vacancy is reserved for UR category. 3. Age :- A candidate should be of 54 years of age or below as on the last date of receipt of online application i.e 27.08.2024. 4. Essential Qualification and Eligibility Criteria (as on the last date of receipt of application) : a) Ph.D. degree and First Class or equivalent at either Bachelor's (BE/B.Tech.) or Master's level (M.Tech./ME) in the relevant branch. b) At least two successful Ph.D. guided as Supervisor/Co-Supervisor and minimum 8 research publications in SCI journals / UGC / AICTE approved list of journals. c) Minimum 15 years of experience in teaching / research / industry. 5. Method of Selection :- The candidates for recruitment to the posts shall be made on the basis of Interview. N.B:- The link for online application and submission shall be available from 26.07.2024 to 27.08.2024 on the website (Note : 27.08.2024 is the last date for submission of Registered Online Application). <box>734 1803 1097 2026</box>
opsc-place: OPSC :- CUTTACK <box>734 2030 812 2041</box>
rmc-date: Dated: 16.07.2024 <box>614 1906 714 1917</box>
sidac-org-block <box>1117 2236 1460 2303</box>
opsc-sign: Sd/- Secretary (I/C) Odisha Public Service Commission, Cuttack <box>909 2281 1079 2304</box>
eproc-dept: WORKS DEPARTMENT <box>845 1442 986 1456</box>
keonjhar-gov: GOVERNMENT OF ODISHA <box>441 1214 631 1229</box>
collector-body: ଖୋର୍ଦ୍ଧା-ବଲାଙ୍ଗୀର ରେଳପଥ ସମ୍ପ୍ରସାରଣ ପାଇଁ ଜମି ଅଧିଗ୍ରହଣ ସମ୍ପର୍କିତ ଏକ ସମୀକ୍ଷା ବୈଠକ ଗୁରୁବାର ଅନୁଷ୍ଠିତ ହୋଇଯାଇଛି। ବୈଠକରେ ମୁଖ୍ୟ ଶାସନ ସଚିବ ସମ୍ବନ୍ଧିତ ଜିଲାପାଳମାନଙ୍କୁ ୧୫ ଦିନ ମଧ୍ୟରେ ଅବଶିଷ୍ଟ ଜମି ଅଧିଗ୍ରହଣ କାର୍ଯ୍ୟ ସମ୍ପୂର୍ଣ୍ଣ କରିବାକୁ ନିର୍ଦ୍ଦେଶ ଦେଇଛନ୍ତି। ମୋଟ ୩୦୧ କି.ମି. ରେଳପଥ ମଧ୍ୟରୁ ଅଧିକାଂଶ କାମ ସରିଥିବା ବେଳେ ବଲାଙ୍ଗୀର ଓ ବୌଦ୍ଧ ଜିଲାରେ ଜମି ସମସ୍ୟା ରହିଛି। ଯୋଜନାକୁ ଶୀଘ୍ର ସମ୍ପୂର୍ଣ୍ଣ କରିବା ପାଇଁ ରେଳବାଇ ଓ ରାଜ୍ୟ ସରକାରଙ୍କ ମଧ୍ୟରେ ସମନ୍ୱୟ ରକ୍ଷା କରାଯିବ। <box>366 786 981 851</box>
eproc-rfp: RFP Identification No.: 01/2024-25 <box>823 1494 1008 1505</box>
rmc-eoi: EXPRESSION OF INTEREST <box>440 1920 632 1935</box>
sidac-body: No. PP-10: ରାଜ୍ୟ କଳା ଓ ହସ୍ତଶିଳ୍ପ ବିକାଶ ଅନୁଷ୍ଠାନ (ସିଡାକ୍) ପକ୍ଷରୁ ଏକାମ୍ର ହାଟ, ଭୁବନେଶ୍ୱରରେ ହସ୍ତଶିଳ୍ପ ଓ ହସ୍ତତନ୍ତ ସାମଗ୍ରୀ ବିକ୍ରୟ ପାଇଁ ଷ୍ଟଲ ଆବଣ୍ଟନ ନିମନ୍ତେ ଯୋଗ୍ୟ କାରିଗର ଓ ସଂସ୍ଥାମାନଙ୍କଠାରୁ ଦରଖାସ୍ତ ଆହ୍ୱାନ କରାଯାଉଛି। ଆବେଦନ ପତ୍ର ଓ ଅନ୍ୟାନ୍ୟ ସର୍ତ୍ତାବଳୀ ୱେବସାଇଟ୍ www.sidacodisha.org.in ରୁ ଡାଉନଲୋଡ୍ କରାଯାଇପାରିବ। ଆବେଦନ ପତ୍ର ଦାଖଲର ଶେଷ ତାରିଖ ୦୫.୦୮.୨୦୨୪। ଅଧିକ ତଥ୍ୟ ପାଇଁ ଯୋଗାଯୋଗ: ୯୯୩୭୦୬୫୪୯୮। <box>1117 1883 1460 2008</box>
rmc-title: OFFICE OF THE REGULATED MARKET COMMITTEE, JUNAGARH <box>368 1854 704 1882</box>
main-story-body: ନୀଳାଦ୍ରି ବିଜେର ପ୍ରଚଳିତ ପରମ୍ପରା ଅନୁସାରେ ମହାପ୍ରଭୁ ଶ୍ରୀଜଗନ୍ନାଥ ମା' ଲକ୍ଷ୍ମୀଙ୍କ ମାନ ଭଞ୍ଜନ ପାଇଁ ରସଗୋଲା ଭେଟି ଦେଇଥାନ୍ତି। ଏହି ପରମ୍ପରାକୁ ଆଧାର କରି ୨୦୧୫ ମସିହାରୁ ଓଡ଼ିଶାରେ ରସଗୋଲା ଦିବସ ପାଳନ କରାଯାଉଛି। ରସଗୋଲାର ଉତ୍ପତ୍ତି ଓଡ଼ିଶାରେ ହୋଇଥିବା ନେଇ ଜିଆଇ ଟ୍ୟାଗ ମିଳିଥିବାରୁ ଏହି ଦିବସକୁ ରାଜ୍ୟବାସୀ ଉତ୍ସାହର ସହ ପାଳନ କରୁଛନ୍ତି। ପହଳ, ସାଲେପୁର ଓ ପୁରୀର ରସଗୋଲା ଦେଶ ବିଦେଶରେ ପ୍ରସିଦ୍ଧ। ଶ୍ରୀମନ୍ଦିରରେ ନୀଳାଦ୍ରି ବିଜେ ଦିନ ମହାପ୍ରଭୁଙ୍କ ପାଇଁ ରସଗୋଲା ଭୋଗ ଲାଗି ହୁଏ ଏବଂ ଭକ୍ତମାନେ ଏହାକୁ ମହାପ୍ରସାଦ ଭାବେ ଗ୍ରହଣ କରନ୍ତି। ଏହି ଅବସରରେ ମିଠା ଦୋକାନଗୁଡ଼ିକରେ ରସଗୋଲା ଚାହିଦା ବଢ଼ିଯାଇଛି। <box>12 169 462 308</box>
sidac-ref: OIPR-31036/11/0004/2425 <box>1327 2313 1460 2323</box>
keonjhar-sub: 1st Corrigendum to Bid Identification No.CCEKC-05/2024-25 <box>376 1276 696 1287</box>
ecor-recruit-line1: ସାଂସ୍କୃତିକ କୋଟା ଅଧୀନରେ ବର୍ଷ 2024-25 ନିମନ୍ତେ <box>1177 1168 1400 1180</box>
rail-box-line1: ଖୋର୍ଦ୍ଧା-ବଲାଙ୍ଗୀର <box>1222 722 1390 747</box>
vistaar-title: ବିସ୍ତାର ଫାଇନାନ୍‌ସିଆଲ ସର୍ଭିସେସ ପ୍ରା. ଲି. <box>796 900 1030 916</box>
rmc-ref: OIPR-01538/11/0001/2425 <box>588 2311 713 2322</box>
railway-eauction-table <box>358 1570 714 1616</box>
magenta-dot <box>709 2322 722 2335</box>
union-signatures <box>1116 1074 1461 1094</box>
panchayat-body: The Block Development Officer, Chhendipada on behalf of the Governor of Orissa invites Percentage rate bid in single cover system for the 4 nos. of AWC building "B & C" contractors accordingly, registered with the State Government and contractors of equivalent grade / Class registered with Central Government / MES / Railway, to be eventually drawn up in PWD P-I form, for execution of Building. The proof of registration from the appropriate authority shall be enclosed along with the bid. If successful, the bidder who has not registered under State Government has to register under the State PWD in appropriate class of eligibility before signing the agreement. Bidders may submit bids for any or all the Buildings. The details of the Eligibility criteria, enclosures etc. along with the list of project and date and time of sale, receipt and opening of bid documents can be viewed in the office of the undersigned during office hours & downloaded from the District website i.e www.angul.nic.in. <box>1117 1504 1460 1740</box>
union-body: This is for information of all members that the 28th Annual General Body Meeting of the Society will be held on 11-08-2024 (Sunday) at 10 AM at Rail Auditorium, Chandrasekharpur, Bhubaneswar. All members are requested to attend. <box>1116 963 1446 1071</box>
